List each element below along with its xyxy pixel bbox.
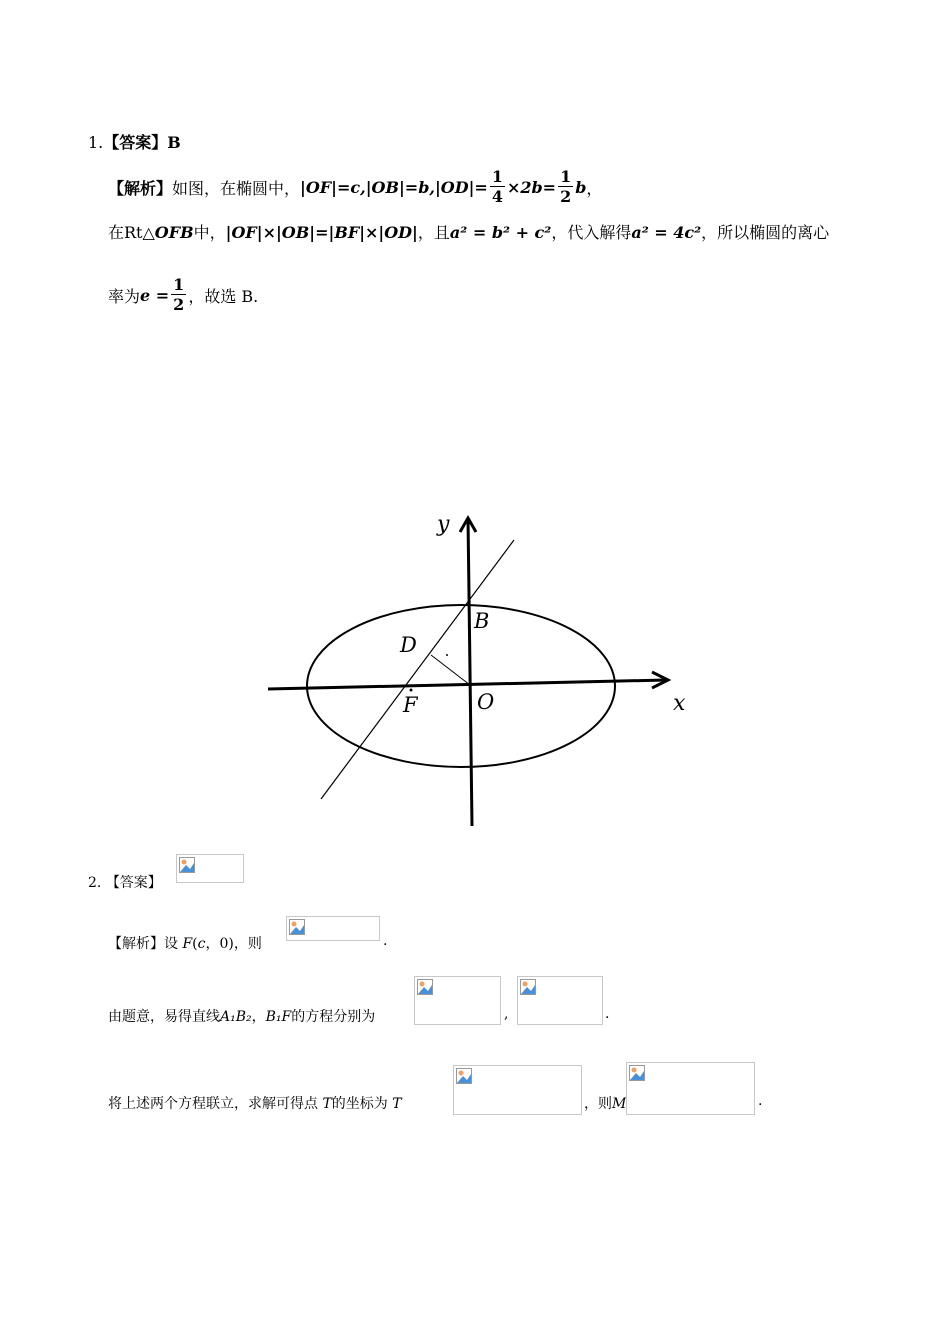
q1-number: 1. xyxy=(88,133,104,152)
q1-line2-d: ，代入解得 xyxy=(551,223,632,242)
point-f-mark xyxy=(410,689,413,692)
q2-analysis-line1 xyxy=(108,933,262,953)
q2-line1-d: ，0)，则 xyxy=(205,936,262,952)
q1-line2-ofb: OFB xyxy=(154,223,194,242)
q1-line1-frac2-num: 1 xyxy=(560,167,572,186)
label-f: F xyxy=(403,693,418,717)
q2-line1-a: 设 xyxy=(164,936,178,952)
q1-line2-a: 在Rt△ xyxy=(108,223,155,242)
y-axis xyxy=(468,518,472,826)
q1-line1-math-a: |OF|=c,|OB|=b,|OD|= xyxy=(300,177,488,197)
q2-line1-end: . xyxy=(383,933,388,949)
label-o: O xyxy=(477,690,495,714)
broken-image-icon xyxy=(289,919,305,935)
q2-line2-broken-image-1 xyxy=(414,976,501,1025)
label-x: x xyxy=(673,691,686,716)
x-axis xyxy=(268,680,666,689)
q1-line3-a: 率为 xyxy=(108,286,141,306)
q2-line1-c: c xyxy=(197,936,206,952)
broken-image-icon xyxy=(456,1068,472,1084)
q1-line2-math2: a² = b² + c² xyxy=(449,223,552,242)
broken-image-icon xyxy=(179,857,195,873)
q1-line2-math3: a² = 4c² xyxy=(631,223,702,242)
q2-line1-f: F xyxy=(182,936,193,952)
line-fb xyxy=(321,540,514,799)
broken-image-icon xyxy=(520,979,536,995)
q2-line3-broken-image-1 xyxy=(453,1065,582,1115)
q2-line2-a1b2: A₁B₂ xyxy=(220,1009,252,1025)
label-d: D xyxy=(400,633,417,657)
q2-line3-c: ，则 xyxy=(584,1096,612,1112)
q1-line1-math-c: b xyxy=(575,177,587,197)
q1-analysis-tag: 【解析】 xyxy=(108,178,173,198)
q1-line2-math1: |OF|×|OB|=|BF|×|OD| xyxy=(225,223,418,242)
q2-analysis-line2 xyxy=(108,1006,375,1026)
q2-line1-broken-image xyxy=(286,916,380,941)
q2-line1-b: ( xyxy=(192,936,198,952)
q2-line2-end: . xyxy=(605,1006,610,1022)
q2-line3-a: 将上述两个方程联立，求解可得点 xyxy=(108,1096,318,1112)
q2-line2-broken-image-2 xyxy=(517,976,603,1025)
q2-answer-broken-image xyxy=(176,854,244,883)
q1-line3-math: e = xyxy=(140,285,170,305)
segment-od xyxy=(431,655,470,685)
q1-line1-text: 如图，在椭圆中， xyxy=(172,178,301,198)
q2-line2-comma: , xyxy=(504,1006,509,1022)
q1-answer-value: B xyxy=(167,133,181,152)
q1-line2-c: ，且 xyxy=(417,223,450,242)
q1-line1-end: ， xyxy=(586,178,603,198)
right-angle-mark xyxy=(446,654,448,656)
q2-line2-b: 的方程分别为 xyxy=(291,1009,376,1025)
label-y: y xyxy=(437,512,450,537)
q1-line1-frac2-den: 2 xyxy=(560,187,572,206)
q2-answer-line xyxy=(88,872,162,892)
q2-line3-b: 的坐标为 xyxy=(331,1096,388,1112)
q2-line3-t: T xyxy=(322,1096,332,1112)
q1-answer-tag: 【答案】 xyxy=(103,133,168,152)
q2-line2-sep: ， xyxy=(251,1009,266,1025)
q1-line1-math-b: ×2b= xyxy=(506,177,557,197)
q2-number: 2. xyxy=(88,875,102,891)
q2-line2-a: 由题意，易得直线 xyxy=(108,1009,220,1025)
q1-line3-b: ，故选 B. xyxy=(188,286,259,306)
q1-line3-frac-den: 2 xyxy=(173,295,185,314)
q1-line2-b: 中， xyxy=(193,223,226,242)
label-b: B xyxy=(474,609,490,633)
broken-image-icon xyxy=(417,979,433,995)
q1-line1-frac1-den: 4 xyxy=(491,187,503,206)
q2-line3-t2: T xyxy=(392,1096,402,1112)
q1-line3-frac-num: 1 xyxy=(173,275,185,294)
q2-answer-tag: 【答案】 xyxy=(105,875,162,891)
q2-line3-broken-image-2 xyxy=(626,1062,755,1115)
q2-line3-end: . xyxy=(758,1093,763,1109)
q2-line2-b1f: B₁F xyxy=(265,1009,292,1025)
q2-line3-m: M xyxy=(612,1096,627,1112)
broken-image-icon xyxy=(629,1065,645,1081)
q2-analysis-tag: 【解析】 xyxy=(108,936,164,952)
q1-line2-e: ，所以椭圆的离心 xyxy=(701,223,830,242)
q2-line3-tail xyxy=(584,1093,626,1113)
q2-analysis-line3 xyxy=(108,1093,402,1113)
q1-line1-frac1-num: 1 xyxy=(491,167,503,186)
